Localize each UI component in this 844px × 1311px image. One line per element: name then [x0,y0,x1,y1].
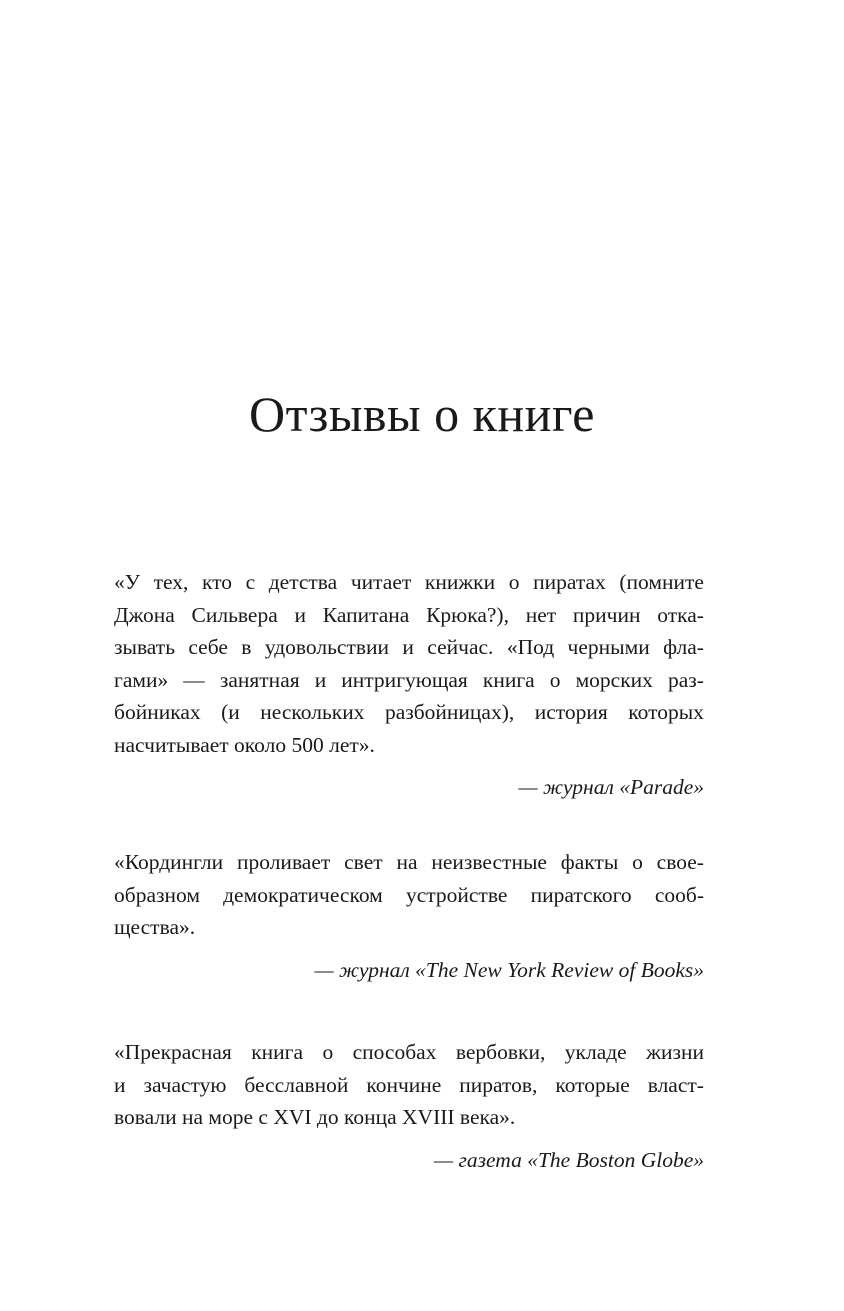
review-line: и зачастую бесславной кончине пиратов, которые власт- [114,1072,704,1097]
review-line: зывать себе в удовольствии и сейчас. «Под черными фла- [114,635,704,659]
review-parade [114,566,704,803]
review-line: щества». [114,915,196,939]
review-line: вовали на море с XVI до конца XVIII века». [114,1105,516,1129]
review-line: бойниках (и нескольких разбойницах), история которых [114,700,704,724]
review-line: Джона Сильвера и Капитана Крюка?), нет причин отка- [114,602,704,627]
review-line: насчитывает около 500 лет». [114,732,375,757]
review-line: «У тех, кто с детства читает книжки о пиратах (помните [114,570,704,594]
review-nyrb [114,846,704,986]
review-line: «Кордингли проливает свет на неизвестные факты о свое- [114,850,704,874]
review-source: — журнал «Parade» [518,775,704,799]
review-line: «Прекрасная книга о способах вербовки, укладе жизни [114,1040,704,1064]
review-source: — газета «The Boston Globe» [434,1147,704,1172]
review-boston-globe [114,1036,704,1176]
review-source: — журнал «The New York Review of Books» [314,957,704,982]
review-line: образном демократическом устройстве пиратского сооб- [114,882,704,907]
page-title: Отзывы о книге [249,386,595,442]
review-line: гами» — занятная и интригующая книга о морских раз- [114,667,704,692]
